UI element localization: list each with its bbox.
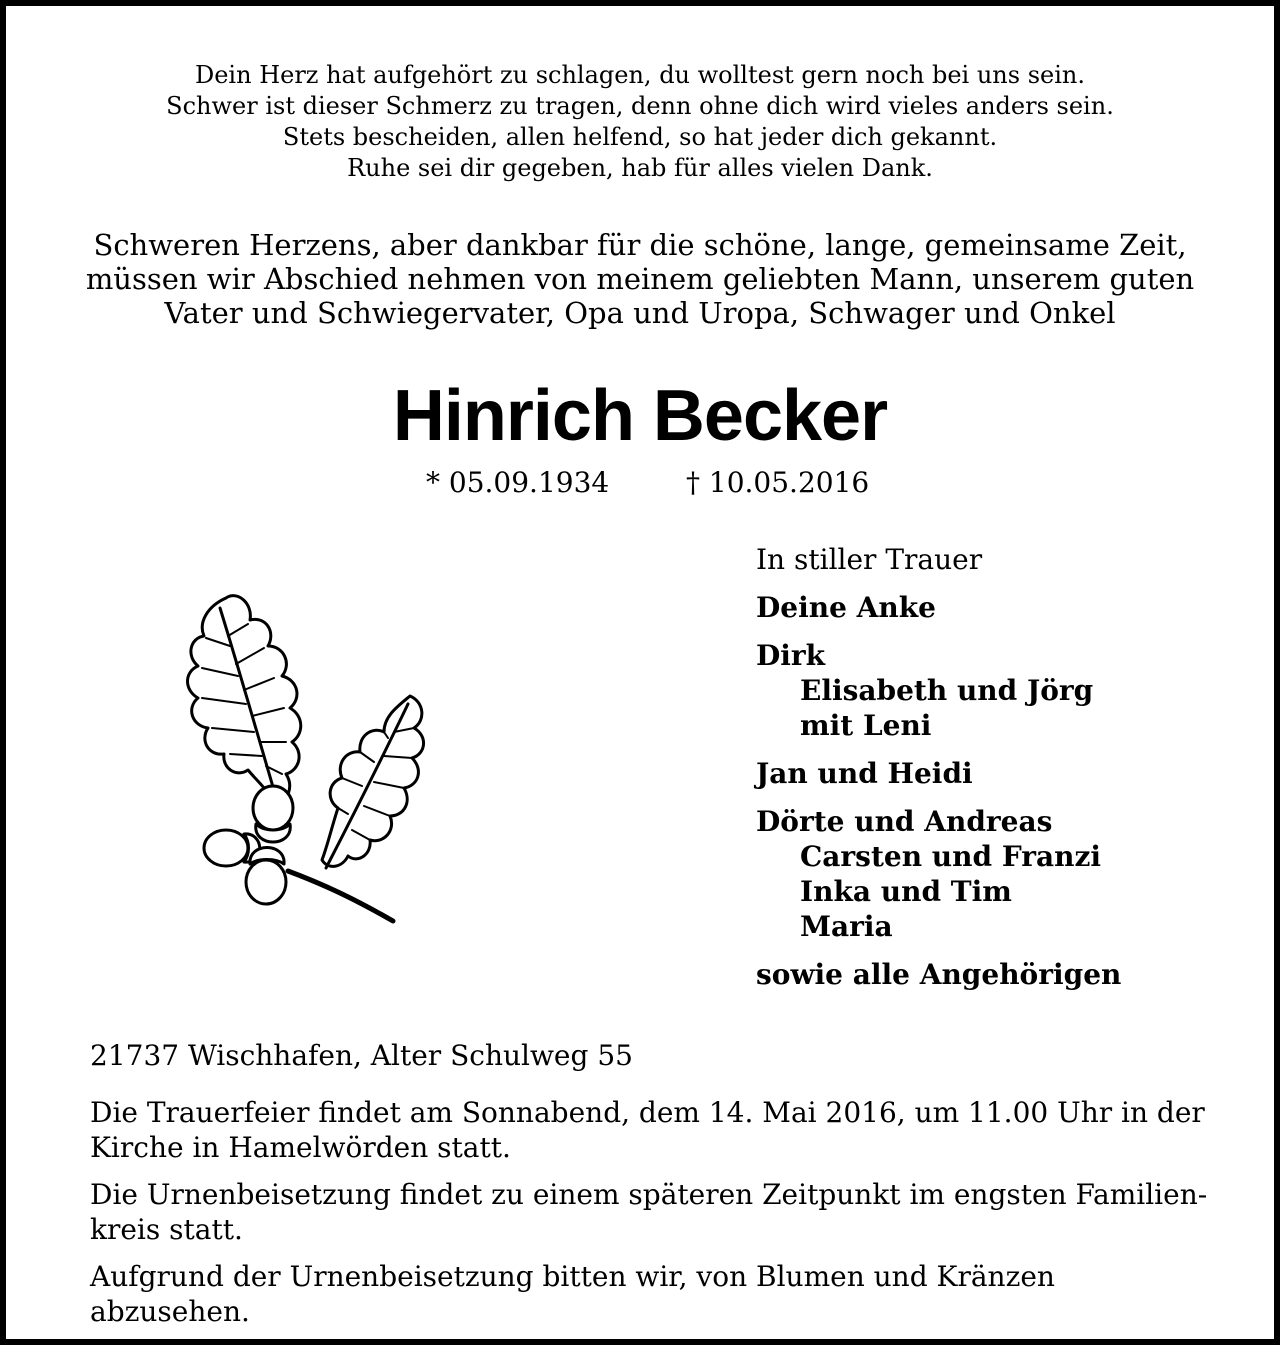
urn-burial-info [90,1177,1210,1247]
mourner-name: Dörte und Andreas [756,805,1053,838]
poem-line: Ruhe sei dir gegeben, hab für alles vielen Dank. [347,154,933,182]
mourner-name: Elisabeth und Jörg [800,674,1094,707]
poem-line: Schwer ist dieser Schmerz zu tragen, denn ohne dich wird vieles anders sein. [166,92,1114,120]
mourners-closing: sowie alle Angehörigen [756,958,1122,991]
poem-verse [6,60,1274,184]
oak-leaves-acorns-icon [178,586,448,931]
deceased-name: Hinrich Becker [392,376,888,456]
mourners-list [756,542,1121,992]
urn-line: Die Urnenbeisetzung findet zu einem späteren Zeitpunkt im engsten Familien- [90,1178,1208,1211]
mourner-name: Inka und Tim [800,875,1012,908]
urn-line: kreis statt. [90,1213,243,1246]
mourner-name: Dirk [756,639,826,672]
birth-date: * 05.09.1934 [426,466,610,499]
intro-line: Vater und Schwiegervater, Opa und Uropa, Schwager und Onkel [164,296,1116,330]
mourner-name: Jan und Heidi [756,757,973,790]
intro-text [6,228,1274,330]
mourner-name: Carsten und Franzi [800,840,1102,873]
intro-line: müssen wir Abschied nehmen von meinem geliebten Mann, unserem guten [85,262,1195,296]
mourner-name: Maria [800,910,893,943]
ceremony-info [90,1095,1210,1165]
intro-line: Schweren Herzens, aber dankbar für die schöne, lange, gemeinsame Zeit, [93,228,1187,262]
death-date: † 10.05.2016 [686,466,870,499]
address: 21737 Wischhafen, Alter Schulweg 55 [90,1039,633,1072]
ceremony-line: Kirche in Hamelwörden statt. [90,1131,511,1164]
mourner-name: mit Leni [800,709,932,742]
ceremony-line: Die Trauerfeier findet am Sonnabend, dem 14. Mai 2016, um 11.00 Uhr in der [90,1096,1205,1129]
poem-line: Dein Herz hat aufgehört zu schlagen, du wolltest gern noch bei uns sein. [194,61,1085,89]
poem-line: Stets bescheiden, allen helfend, so hat jeder dich gekannt. [282,123,998,151]
flowers-request: Aufgrund der Urnenbeisetzung bitten wir, von Blumen und Kränzen abzusehen. [90,1260,1055,1328]
mourner-name: Deine Anke [756,591,936,624]
mourners-heading: In stiller Trauer [756,543,983,576]
